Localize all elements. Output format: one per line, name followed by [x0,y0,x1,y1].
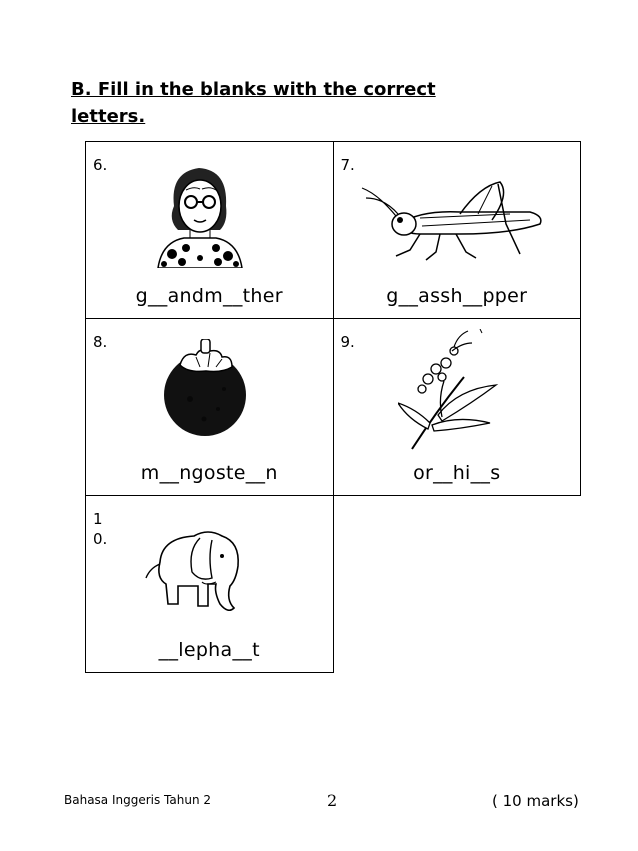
item-number: 10. [93,510,108,548]
grandmother-picture [154,162,244,268]
exercise-grid [85,141,581,673]
exercise-cell [333,142,581,319]
item-number: 7. [340,156,355,174]
grasshopper-picture [360,180,546,264]
fill-blank-word: g__andm__ther [135,285,283,307]
mangosteen-picture [160,339,250,437]
page-number: 2 [327,791,338,810]
item-number: 6. [93,156,108,174]
fill-blank-word: m__ngoste__n [140,462,278,484]
fill-blank-word: or__hi__s [413,462,501,484]
item-number: 9. [340,333,355,351]
empty-cell [333,496,581,673]
item-number: 8. [93,333,108,351]
elephant-picture [142,522,252,616]
section-heading: B. Fill in the blanks with the correct letters. [71,79,436,127]
exercise-cell [86,142,334,319]
fill-blank-word: __lepha__t [158,639,260,661]
exercise-cell [86,319,334,496]
exercise-cell [86,496,334,673]
exercise-cell [333,319,581,496]
total-marks: ( 10 marks) [492,792,579,810]
fill-blank-word: g__assh__pper [386,285,528,307]
orchids-picture [398,329,500,451]
footer-subject: Bahasa Inggeris Tahun 2 [64,793,212,807]
